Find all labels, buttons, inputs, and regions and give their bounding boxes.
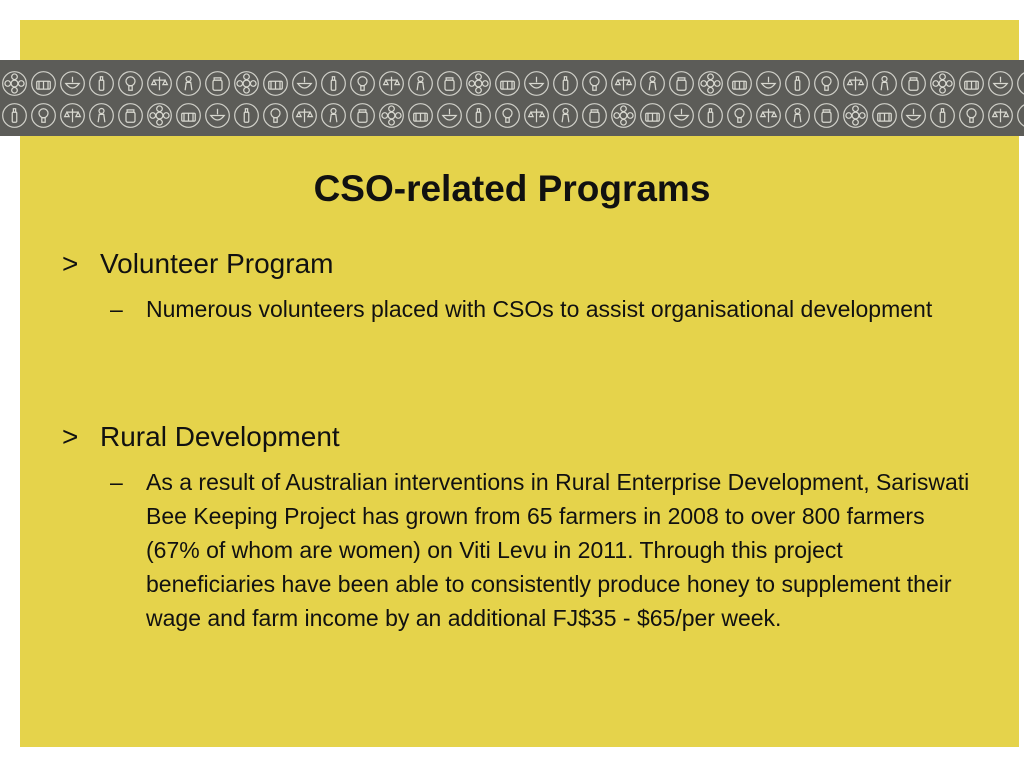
lightbulb-icon <box>348 69 377 98</box>
scale-icon <box>522 101 551 130</box>
bottle-icon <box>783 69 812 98</box>
flower-icon <box>696 69 725 98</box>
bowl-icon <box>986 69 1015 98</box>
jar-icon <box>435 69 464 98</box>
flower-icon <box>377 101 406 130</box>
bottle-icon <box>232 101 261 130</box>
basket-icon <box>725 69 754 98</box>
basket-icon <box>493 69 522 98</box>
decorative-icon-band <box>0 60 1024 136</box>
basket-icon <box>261 69 290 98</box>
person-icon <box>1015 101 1024 130</box>
bottle-icon <box>87 69 116 98</box>
lightbulb-icon <box>580 69 609 98</box>
scale-icon <box>609 69 638 98</box>
icon-band-row-top <box>0 68 1024 98</box>
flower-icon <box>928 69 957 98</box>
flower-icon <box>609 101 638 130</box>
bullet-volunteer-program <box>62 248 333 280</box>
flower-icon <box>841 101 870 130</box>
icon-band-row-bottom <box>0 100 1024 130</box>
sub-bullet-marker: – <box>110 296 123 322</box>
scale-icon <box>58 101 87 130</box>
flower-icon <box>145 101 174 130</box>
bowl-icon <box>290 69 319 98</box>
bottle-icon <box>464 101 493 130</box>
sub-bullet-marker: – <box>110 469 123 495</box>
jar-icon <box>580 101 609 130</box>
bowl-icon <box>667 101 696 130</box>
scale-icon <box>986 101 1015 130</box>
bowl-icon <box>58 69 87 98</box>
basket-icon <box>957 69 986 98</box>
bullet-marker: > <box>62 421 79 452</box>
basket-icon <box>870 101 899 130</box>
lightbulb-icon <box>493 101 522 130</box>
bottle-icon <box>1015 69 1024 98</box>
bottle-icon <box>928 101 957 130</box>
jar-icon <box>203 69 232 98</box>
slide-title: CSO-related Programs <box>313 168 711 209</box>
lightbulb-icon <box>116 69 145 98</box>
bowl-icon <box>899 101 928 130</box>
scale-icon <box>377 69 406 98</box>
scale-icon <box>290 101 319 130</box>
lightbulb-icon <box>29 101 58 130</box>
jar-icon <box>812 101 841 130</box>
person-icon <box>551 101 580 130</box>
basket-icon <box>174 101 203 130</box>
sub-bullet-rural-detail <box>110 465 970 635</box>
person-icon <box>638 69 667 98</box>
basket-icon <box>406 101 435 130</box>
person-icon <box>174 69 203 98</box>
bowl-icon <box>522 69 551 98</box>
person-icon <box>870 69 899 98</box>
person-icon <box>406 69 435 98</box>
scale-icon <box>145 69 174 98</box>
flower-icon <box>232 69 261 98</box>
lightbulb-icon <box>812 69 841 98</box>
scale-icon <box>841 69 870 98</box>
flower-icon <box>464 69 493 98</box>
person-icon <box>319 101 348 130</box>
lightbulb-icon <box>957 101 986 130</box>
bowl-icon <box>435 101 464 130</box>
person-icon <box>783 101 812 130</box>
jar-icon <box>348 101 377 130</box>
lightbulb-icon <box>261 101 290 130</box>
bowl-icon <box>203 101 232 130</box>
jar-icon <box>667 69 696 98</box>
jar-icon <box>899 69 928 98</box>
basket-icon <box>638 101 667 130</box>
bottle-icon <box>696 101 725 130</box>
sub-bullet-text: As a result of Australian interventions in Rural Enterprise Development, Sariswati Bee Keeping Project has grown from 65 farmers in 2008 to over 800 farmers (67% of whom are women) on Viti Levu in 2011. Through this project beneficiaries have been able to consistently produce honey to supplement their wage and farm income by an additional FJ$35 - $65/per week. <box>146 469 970 631</box>
sub-bullet-volunteer-detail <box>110 292 970 326</box>
bottle-icon <box>551 69 580 98</box>
person-icon <box>87 101 116 130</box>
bullet-marker: > <box>62 248 79 279</box>
bullet-rural-development <box>62 421 340 453</box>
basket-icon <box>29 69 58 98</box>
scale-icon <box>754 101 783 130</box>
bullet-heading: Rural Development <box>100 421 340 452</box>
sub-bullet-text: Numerous volunteers placed with CSOs to assist organisational development <box>146 296 933 322</box>
flower-icon <box>0 69 29 98</box>
bottle-icon <box>0 101 29 130</box>
bullet-heading: Volunteer Program <box>100 248 334 279</box>
jar-icon <box>116 101 145 130</box>
bottle-icon <box>319 69 348 98</box>
bowl-icon <box>754 69 783 98</box>
lightbulb-icon <box>725 101 754 130</box>
